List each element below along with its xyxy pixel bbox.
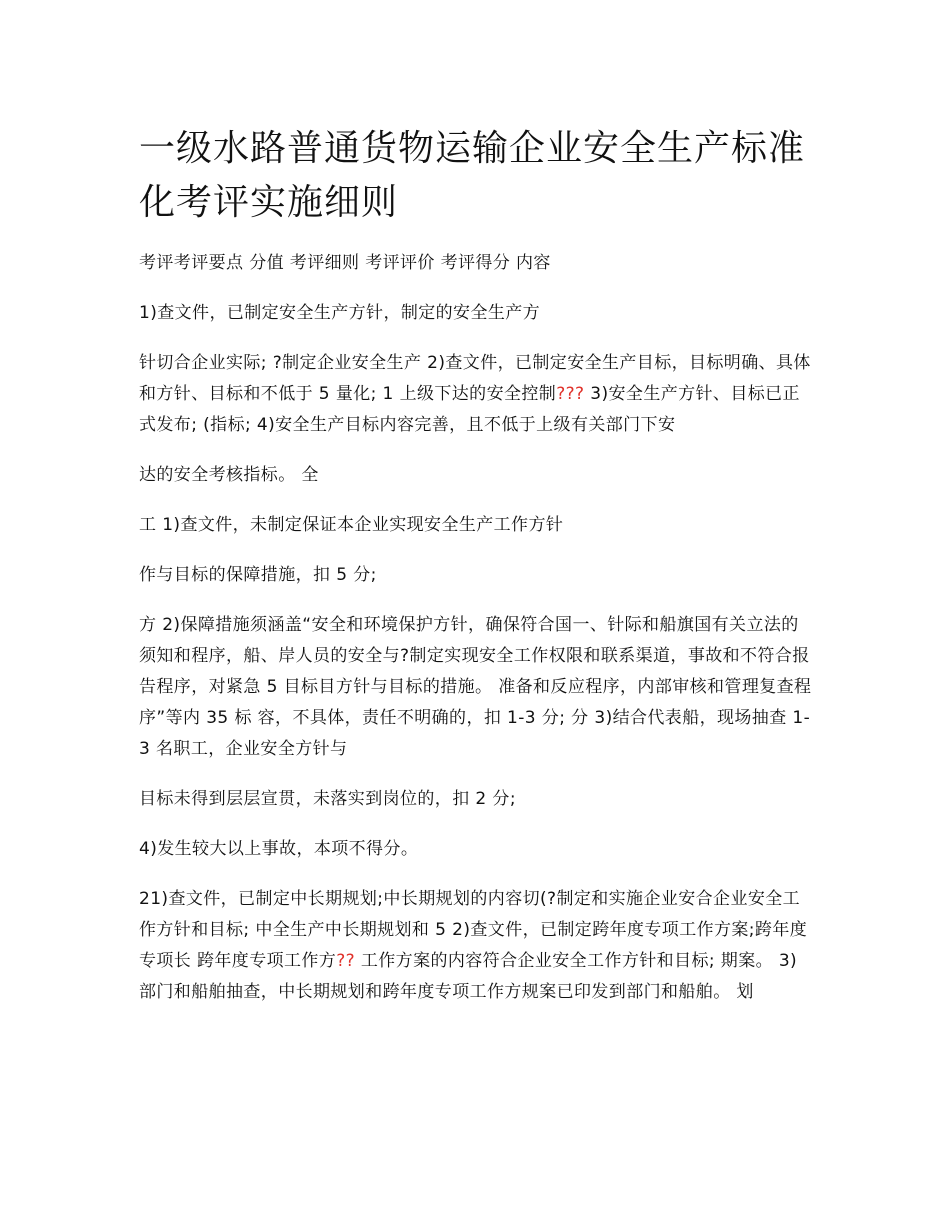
paragraph-text: 针切合企业实际; ?制定企业安全生产 2)查文件，已制定安全生产目标，目标明确、具体和方针、目标和不低于 5 量化; 1 上级下达的安全控制 [139, 353, 811, 404]
paragraph [139, 784, 814, 815]
document-title: 一级水路普通货物运输企业安全生产标准化考评实施细则 [139, 128, 806, 223]
paragraph [139, 560, 814, 591]
paragraph-text: 4)发生较大以上事故，本项不得分。 [139, 839, 419, 859]
document-page [139, 122, 814, 1027]
paragraph [139, 248, 814, 279]
paragraph [139, 298, 814, 329]
paragraph-text: 达的安全考核指标。 全 [139, 465, 319, 485]
paragraph [139, 348, 814, 441]
paragraph [139, 610, 814, 765]
paragraph-text: 作与目标的保障措施，扣 5 分; [139, 565, 377, 585]
paragraph-text-tail: 工作方案的内容符合企业安全工作方针和目标; 期案。 3)部门和船舶抽查，中长期规划和跨年度专项工作方规案已印发到部门和船舶。 划 [139, 951, 798, 1002]
paragraph [139, 510, 814, 541]
garbled-mark: ?? [336, 951, 356, 971]
paragraph-text: 考评考评要点 分值 考评细则 考评评价 考评得分 内容 [139, 253, 551, 273]
paragraph-text-tail: 3)安全生产方针、目标已正式发布; (指标; 4)安全生产目标内容完善，且不低于上级有关部门下安 [139, 384, 800, 435]
paragraph-text: 工 1)查文件，未制定保证本企业实现安全生产工作方针 [139, 515, 564, 535]
paragraph-text: 1)查文件，已制定安全生产方针，制定的安全生产方 [139, 303, 541, 323]
paragraph-text: 方 2)保障措施须涵盖“安全和环境保护方针，确保符合国一、针际和船旗国有关立法的须知和程序，船、岸人员的安全与?制定实现安全工作权限和联系渠道，事故和不符合报告程序，对紧急 5 目标目方针与目标的措施。 准备和反应程序，内部审核和管理复查程序”等内 35 标 容，不具体，责任不明确的，扣 1-3 分; 分 3)结合代表船，现场抽查 1-3 名职工，企业安全方针与 [139, 615, 812, 759]
paragraph-text: 21)查文件，已制定中长期规划;中长期规划的内容切(?制定和实施企业安合企业安全工作方针和目标; 中全生产中长期规划和 5 2)查文件，已制定跨年度专项工作方案;跨年度专项长 跨年度专项工作方 [139, 889, 808, 971]
paragraph [139, 834, 814, 865]
paragraph [139, 460, 814, 491]
paragraph-text: 目标未得到层层宣贯，未落实到岗位的，扣 2 分; [139, 789, 516, 809]
garbled-mark: ??? [556, 384, 585, 404]
paragraph [139, 884, 814, 1008]
